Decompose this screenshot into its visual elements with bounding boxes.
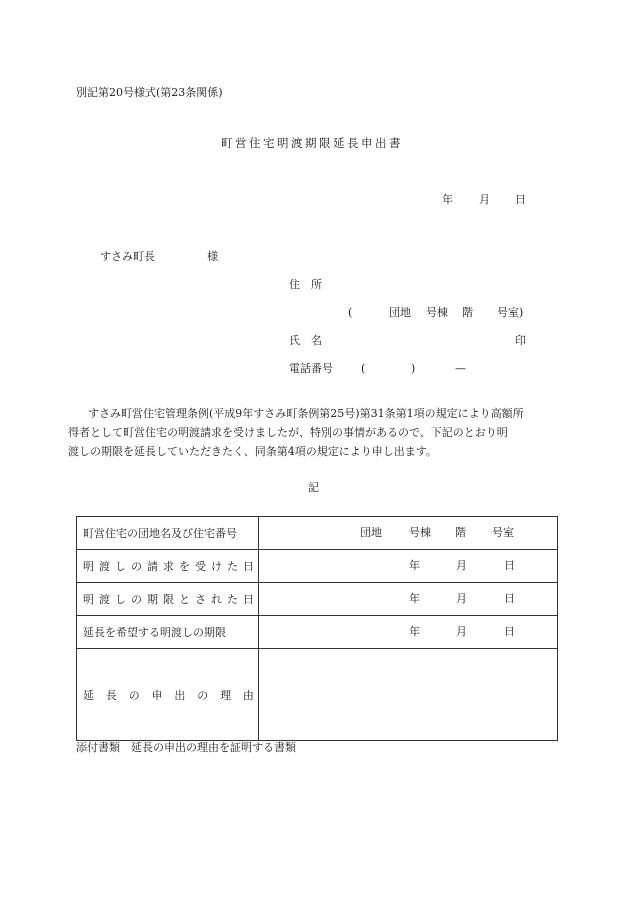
body-line: 得者として町営住宅の明渡請求を受けましたが、特別の事情があるので、下記のとおり明 <box>68 426 508 439</box>
address-goto: 号棟 <box>426 306 448 319</box>
body-line: すさみ町営住宅管理条例(平成9年すさみ町条例第25号)第31条第1項の規定により高額所 <box>88 407 524 420</box>
table-month: 月 <box>456 559 467 572</box>
application-table <box>76 516 558 741</box>
table-row <box>77 517 558 550</box>
body-line: 渡しの期限を延長していただきたく、同条第4項の規定により申し出ます。 <box>68 445 437 458</box>
desired-deadline-value <box>259 616 558 649</box>
table-row <box>77 550 558 583</box>
address-kai: 階 <box>462 306 473 319</box>
deadline-value <box>259 583 558 616</box>
document-title: 町営住宅明渡期限延長申出書 <box>221 136 403 150</box>
table-month: 月 <box>456 625 467 638</box>
form-reference: 別記第20号様式(第23条関係) <box>76 86 223 99</box>
addressee-honorific: 様 <box>207 250 218 263</box>
table-month: 月 <box>456 592 467 605</box>
request-date-label: 明 渡 し の 請 求 を 受 け た 日 <box>77 550 259 583</box>
attachment-note: 添付書類 延長の申出の理由を証明する書類 <box>76 741 296 754</box>
date-day: 日 <box>515 193 526 206</box>
phone-label: 電話番号 <box>289 362 333 375</box>
phone-close-paren: ) <box>411 362 416 375</box>
address-label: 住 所 <box>289 278 322 291</box>
table-day: 日 <box>504 559 515 572</box>
phone-open-paren: ( <box>361 362 366 375</box>
address-goshitsu: 号室) <box>497 306 524 319</box>
table-row <box>77 583 558 616</box>
reason-value <box>259 649 558 741</box>
table-day: 日 <box>504 592 515 605</box>
table-goto: 号棟 <box>409 526 431 539</box>
table-day: 日 <box>504 625 515 638</box>
desired-deadline-label: 延長を希望する明渡しの期限 <box>77 616 259 649</box>
seal-mark: 印 <box>515 334 526 347</box>
body-paragraph <box>68 404 558 461</box>
table-danchi: 団地 <box>360 526 382 539</box>
table-year: 年 <box>409 625 420 638</box>
table-year: 年 <box>409 559 420 572</box>
table-year: 年 <box>409 592 420 605</box>
housing-number-value <box>259 517 558 550</box>
address-open-paren: ( <box>348 306 353 319</box>
deadline-label: 明 渡 し の 期 限 と さ れ た 日 <box>77 583 259 616</box>
housing-number-label: 町営住宅の団地名及び住宅番号 <box>77 517 259 550</box>
phone-dash: — <box>455 362 466 375</box>
address-danchi: 団地 <box>389 306 411 319</box>
name-label: 氏 名 <box>289 334 322 347</box>
request-date-value <box>259 550 558 583</box>
addressee-name: すさみ町長 <box>100 250 155 263</box>
date-month: 月 <box>479 193 490 206</box>
reason-label: 延 長 の 申 出 の 理 由 <box>77 649 259 741</box>
date-year: 年 <box>442 193 453 206</box>
table-row <box>77 649 558 741</box>
table-row <box>77 616 558 649</box>
table-kai: 階 <box>455 526 466 539</box>
table-goshitsu: 号室 <box>492 526 514 539</box>
ki-heading: 記 <box>308 481 319 494</box>
